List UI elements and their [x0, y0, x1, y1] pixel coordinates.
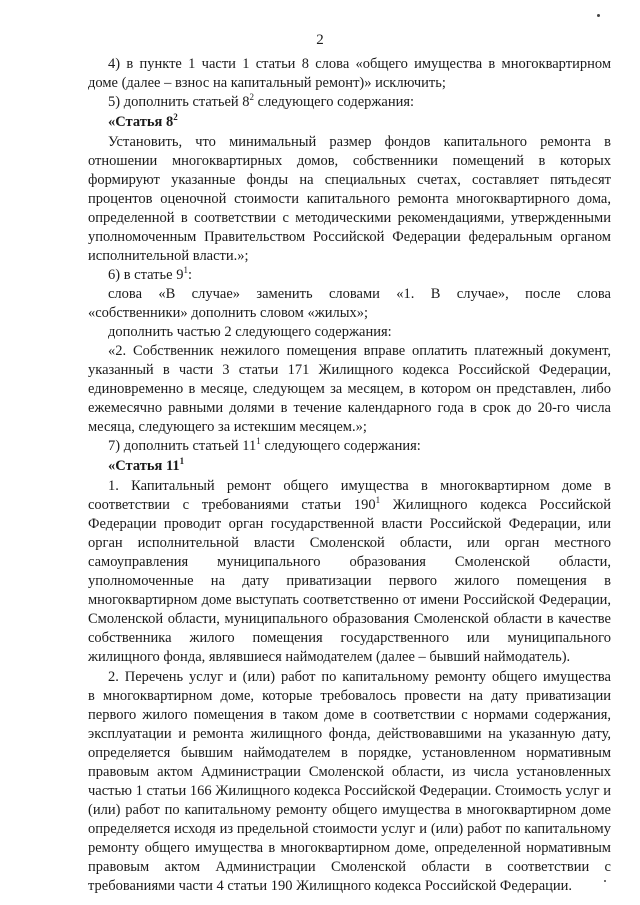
- item-4-line: доме (далее – взнос на капитальный ремонт)» исключить;: [88, 75, 446, 91]
- article-11-1-part-2: определяется бывшим наймодателем в порядке, установленном нормативным: [88, 745, 611, 761]
- article-11-1-part-2: определяется исходя из предельной стоимости услуг и (или) работ по капитальному: [88, 821, 611, 837]
- article-11-1-part-1: собственника жилого помещения государственного или муниципального: [88, 630, 611, 646]
- article-8-2-text: формируют указанные фонды на специальных счетах, составляет пятьдесят: [88, 172, 611, 188]
- part-2-text: месяца, следующего за истекшим месяцем.»;: [88, 419, 367, 435]
- article-11-1-part-2: эксплуатации и ремонта жилищного фонда, действовавшими на указанную дату,: [88, 726, 611, 742]
- item-6-text: слова «В случае» заменить словами «1. В случае», после слова: [108, 286, 611, 302]
- article-11-1-part-2: правовым актом Администрации Смоленской области в соответствии с: [88, 859, 611, 875]
- article-8-2-text: определенной в соответствии с методическими рекомендациями, утвержденными: [88, 210, 611, 226]
- article-8-2-text: процентов оценочной стоимости капитального ремонта многоквартирного дома,: [88, 191, 611, 207]
- item-6-text: дополнить частью 2 следующего содержания:: [108, 324, 392, 340]
- article-11-1-part-2: правовым актом Администрации Смоленской области, из числа установленных: [88, 764, 611, 780]
- article-11-1-part-1: Смоленской области, муниципального образования Смоленской области в качестве: [88, 611, 611, 627]
- article-11-1-part-1: соответствии с требованиями статьи $190^1$ Жилищного кодекса Российской: [88, 495, 611, 513]
- item-7-heading: 7) дополнить статьей $11^1$ следующего содержания:: [108, 436, 421, 454]
- part-2-text: ежемесячно равными долями в течение календарного года в срок до 20-го числа: [88, 400, 611, 416]
- article-8-2-text: исполнительной власти.»;: [88, 248, 249, 264]
- part-2-text: «2. Собственник нежилого помещения вправе оплатить платежный документ,: [108, 343, 611, 359]
- part-2-text: единовременно в месяце, следующем за месяцем, в котором он представлен, либо: [88, 381, 611, 397]
- item-5-heading: 5) дополнить статьей $8^2$ следующего содержания:: [108, 92, 415, 110]
- page-number: 2: [316, 32, 324, 48]
- article-8-2-text: отношении многоквартирных домов, собственники помещений в которых: [88, 153, 611, 169]
- article-8-2-text: Установить, что минимальный размер фондов капитального ремонта в: [108, 134, 611, 150]
- part-2-text: указанный в части 3 статьи 171 Жилищного кодекса Российской Федерации,: [88, 362, 611, 378]
- article-11-1-part-2: частью 1 статьи 166 Жилищного кодекса Российской Федерации. Стоимость услуг и: [88, 783, 611, 799]
- article-11-1-part-2: требованиями части 4 статьи 190 Жилищного кодекса Российской Федерации.: [88, 878, 573, 894]
- article-11-1-part-1: Федерации проводит орган государственной власти Российской Федерации, или: [88, 516, 611, 532]
- article-11-1-part-1: самоуправления муниципального образования Смоленской области,: [88, 554, 611, 570]
- item-4-line: 4) в пункте 1 части 1 статьи 8 слова «общего имущества в многоквартирном: [108, 56, 611, 72]
- article-11-1-part-2: в многоквартирном доме, которые требовалось провести на дату приватизации: [88, 688, 611, 704]
- article-8-2-text: уполномоченным Правительством Российской Федерации федеральным органом: [88, 229, 611, 245]
- article-11-1-part-1: многоквартирном доме выступать соответственно от имени Российской Федерации,: [88, 592, 611, 608]
- article-11-1-title: «Статья $11^1$: [108, 456, 185, 474]
- item-6-heading: 6) в статье $9^1$:: [108, 265, 192, 283]
- item-6-text: «собственники» дополнить словом «жилых»;: [88, 305, 368, 321]
- article-8-2-title: «Статья $8^2$: [108, 112, 178, 130]
- article-11-1-part-2: (или) работ по капитальному ремонту общего имущества в многоквартирном доме: [88, 802, 611, 818]
- article-11-1-part-1: орган исполнительной власти Смоленской области, или орган местного: [88, 535, 611, 551]
- article-11-1-part-1: жилищного фонда, являвшиеся наймодателем (далее – бывший наймодатель).: [88, 649, 571, 665]
- article-11-1-part-1: 1. Капитальный ремонт общего имущества в многоквартирном доме в: [108, 478, 611, 494]
- article-11-1-part-2: 2. Перечень услуг и (или) работ по капитальному ремонту общего имущества: [108, 669, 611, 685]
- article-11-1-part-2: ремонту общего имущества в многоквартирном доме, определенной нормативным: [88, 840, 611, 856]
- scan-speck: [597, 14, 600, 17]
- article-11-1-part-1: уполномоченные на дату приватизации первого жилого помещения в: [88, 573, 611, 589]
- article-11-1-part-2: первого жилого помещения в таком доме в соответствии с нормами содержания,: [88, 707, 611, 723]
